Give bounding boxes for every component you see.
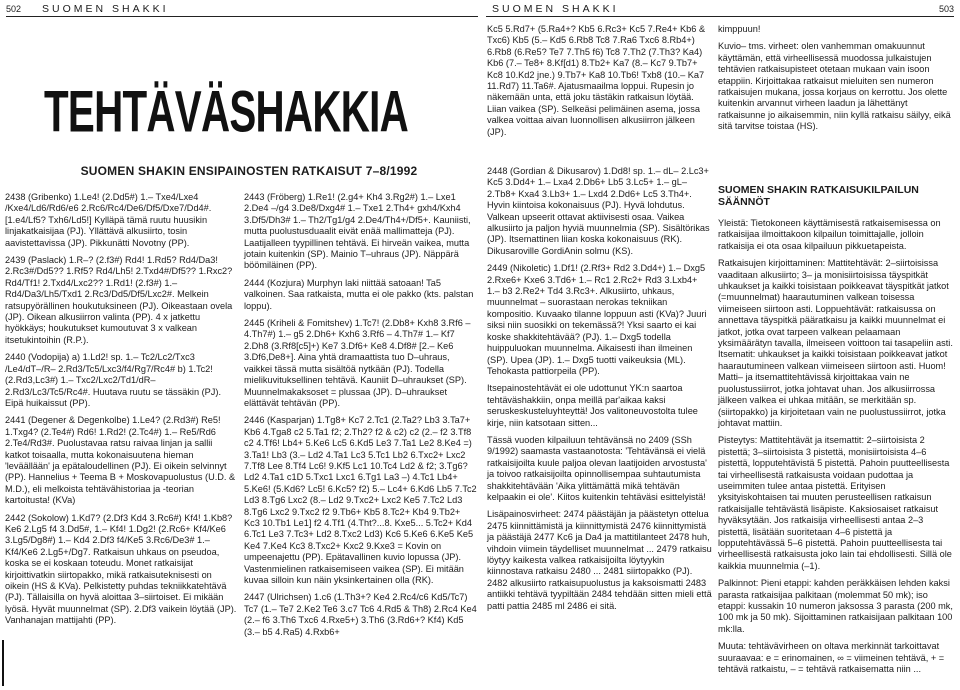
left-page-number: 502 [6, 4, 22, 14]
left-running-title: SUOMEN SHAKKI [42, 3, 169, 15]
column-3 [487, 166, 712, 618]
rules-general: Yleistä: Tietokoneen käyttämisestä ratkaisemisessa on ratkaisijaa ilmoittakoon kilpailun toimittajalle, jolloin ratkaisija ei ota osaa kilpailuun pikkuetapeista. [718, 218, 941, 251]
solution-2442: 2442 (Sokolow) 1.Kd7? (2.Df3 Kd4 3.Rc6#) Kf4! 1.Kb8? Ke6 2.Lg5 f4 3.Dd5#, 1.– Kf4! 1.Dg2! (2.Rc6+ Kf4/Ke6 3.Lg5/Dg8#) 1.– Kd4 2.Df3 f4/Ke5 3.Rc6/De3# 1.– Kf4/Ke6 2.Lg5+/Dg7. Ratkaisun uhkaus on pseudoa, koska se ei koskaan toteudu. Monet ratkaisijat kirjoittivatkin siirtopakko, mikä ratkaisuteknisesti on oikein (HS & KVa). Pelkistetty puhdas tekniikkatehtävä (PJ). Tällaisilla on hyvä aloittaa 3–siirtoiset. Ei mikään lyösä. Hyvät muunnelmat (SP). 2.Df3 vaikein löytää (JP). Vanhanajan mattijahti (PP). [5, 512, 237, 626]
rules-writing: Ratkaisujen kirjoittaminen: Mattitehtävät: 2–siirtoisissa vaaditaan alkusiirto; 3– ja monisiirtoisissa täyspitkät uhkaukset ja kaikki toisistaan poikkeavat täyspitkät jatkot (=muunnelmat) haarautuminen valkean toisessa viimeiseen siirtoon asti. Loppuehtävät: ratkaisussa on annettava täyspitkä pääratkaisu ja kaikki muunnelmat ei jatkot, jotka ovat tarpeen valkean pelaamaan yksimäärätyn tavalla, ilmeiseen voittoon tai tasapeliin asti. Itsematit: uhkaukset ja kaikki toisistaan poikkeavat jatkot haarautumineen valkean viimeiseen siirtoon asti. Huom! Matti– ja itsemattitehtävissä kirjoittakaa vain ne puolustussiirrot, jotka johtavat uhan. Jos alkusiirrossa jälkeen valkea ei uhkaa mitään, se merkitään sp. (siirtopakko) ja kirjoitetaan vain ne puolustussiirrot, jotka johtavat mattiin. [718, 258, 953, 428]
solution-2445: 2445 (Kriheli & Fomitshev) 1.Tc7! (2.Db8+ Kxh8 3.Rf6 – 4.Th7#) 1.– g5 2.Dh6+ Kxh6 3.Rf6 – 4.Th7# 1.– Kf7 2.Dh8 (3.Rf8[c5]+) Ke7 3.Df6+ Ke8 4.Df8# [2.– Ke6 3.Df6,De8+]. Aina yhtä dramaattista tuo D–uhraus, vaikkei tässä mutta sisältöä nytkään (PJ). Todella mielikuvituksellinen tehtävä. Kauniit D–uhraukset (SP). Muunnelmakaksoset = plussaa (JP). D–uhraukset elättävät tehtävän (PP). [244, 318, 471, 408]
solution-2447-continued: Kc5 5.Rd7+ (5.Ra4+? Kb5 6.Rc3+ Kc5 7.Re4+ Kb6 & Txc6) Kb5 (5.– Kd5 6.Rb8 Tc8 7.Ra6 Txc6 8.Rb4+) 6.Rb8 (6.Re5? Te7 7.Th5 f6) Tc8 7.Th2 (7.Th3? Ka4) Kb6 (7.– Te8+ 8.Kf[d1) 8.Tb2+ Ka7 (8.– Kc7 9.Tb7+ Kc8 10.Kd2 jne.) 9.Tb7+ Ka8 10.Tb6! Txb8 (10.– Ka7 11.Rd7) 11.Ta6#. Ajatusmaailma loppui. Rupesin jo näkemään unta, että joku tästäkin ratkaisun löytää. Liian vaikea (SP). Selkeäsi pelimäinen asema, jossa valkea voittaa aivan luonnollisen alkusiirron jälkeen (JP). [487, 24, 706, 137]
column-1 [5, 192, 237, 633]
left-header-rule [6, 16, 478, 17]
competition-note: Tässä vuoden kilpailuun tehtävänsä no 2409 (SSh 9/1992) saamasta vastaanotosta: 'Tehtävänsä ei vielä ratkaisijoilta kuule paljoa olevan laatijoiden arvostusta' ja toivoo ratkaisijoilta opinnollisempaa suhtautumista shakkitehtävään 'Aika ylittämättä mikä tehtävän kelpaakin ei ole'. Kiitos kuitenkin tehtäväsi esittelyistä! [487, 434, 707, 502]
solution-2441: 2441 (Degener & Degenkolbe) 1.Le4? (2.Rd3#) Re5! 1.Txg4? (2.Te4#) Rd6! 1.Rd2! (2.Tc4#) 1.– Re5/Rd6 2.Te4/Rd3#. Puolustavaa ratsu raivaa linjan ja sallii katkot toisaalla, mutta kokonaisuutena hieman 'leväällään' ja epätaloudellinen (PJ). Ei oikein selvinnyt (PP). Hannelius + Teema B + Moskovapuolustus (U.D. & M.D.), eli melkoista tehtävähistoriaa ja -teorian kartoitusta! (KVa) [5, 415, 236, 506]
right-running-title: SUOMEN SHAKKI [492, 3, 619, 15]
column-4-fragment: kimppuun! [718, 24, 761, 34]
misprint-note: Lisäpainosvirheet: 2474 päästäjän ja päästetyn ottelua 2475 kiinnittämistä ja kiinnittymistä 2476 kiinnittymistä ja päästäjä 2477 Kc6 ja Da4 ja mattitilanteet 2478 huh, vihdoin viimein täydelliset muunnelmat ... 2479 ratkaisu löytyy kaikesta valkea ratkaisijoilta löytyykin kiinnostava ratkaisu 2480 ... 2481 siirtopakko (PJ). 2482 alkusiirto ratkaisupuolustus ja kaksoismatti 2483 antiikki tehtävä tyypiltään 2484 tehdään sitten mieli että patti pattia 2485 ml 2486 ei sitä. [487, 509, 712, 611]
editor-note: Itsepainostehtävät ei ole udottunut YK:n saartoa tehtäväshakkiin, onpa meillä par'aikaa kaksi seruskeskusteluyhteyttä! Jos valitoneuvostolta tulee kirje, niin katsotaan sitten... [487, 383, 698, 428]
rules-misc: Muuta: tehtävävirheen on oltava merkinnät tarkoittavat suuraavaa: e = erinomainen, ∞ = viimeinen tehtävä, + = tehtävä ratkaistu, – = tehtävä ratkaisematta niin ... [718, 641, 945, 675]
margin-mark [2, 640, 4, 686]
errata-note: Kuvio– tms. virheet: olen vanhemman omakuunnut käyttämän, että virheellisessä muodossa julkaistujen tehtävien ratkaisupisteet otetaan mukaan vain isoon etappiin. Kirjoittakaa ratkaisut mieluiten sen numeron ratkaisujen mukana, jossa korjaus on kerrottu. Jos olette kuitenkin arvannut virheen laadun ja lähettänyt ratkaisunne jo aikaisemmin, niin kyllä ratkaisu säilyy, eikä sitä tarvitse toistaa (HS). [718, 41, 951, 132]
right-header-rule [486, 16, 954, 17]
solution-2447: 2447 (Ulrichsen) 1.c6 (1.Th3+? Ke4 2.Rc4/c6 Kd5/Tc7) Tc7 (1.– Te7 2.Ke2 Te6 3.c7 Tc6 4.Rd5 & Th8) 2.Rc4 Ke4 (2.– f6 3.Th6 Txc6 4.Rxe5+) 3.Th6 (3.Rd6+? Kf4) Kd5 (3.– b5 4.Ra5) 4.Rxb6+ [244, 592, 477, 637]
solution-2439: 2439 (Paslack) 1.R–? (2.f3#) Rd4! 1.Rd5? Rd4/Da3! 2.Rc3#/Dd5?? 1.Rf5? Rd4/Lh5! 2.Txd4#/Df5?? 1.Rxc2? Rd4/Tf1! 2.Txd4/Lxc2?? 1.Rd1! (2.f3#) 1.– Rd4/Da3/Lh5/Txd1 2.Rc3/Dd5/Df5/Lxc2#. Melkein ratsupyörällinen houkutuksineen (PJ). Oikeastaan ovela (JP). Oikean alkusiirron valinta (PP). 4 x jatkettu hyökkäys; houkutukset kumoutuvat 3 x valkean itsetukintoihin (R.P.). [5, 255, 233, 345]
section-title: SUOMEN SHAKIN ENSIPAINOSTEN RATKAISUT 7–8/1992 [80, 164, 418, 178]
rules-scoring: Pisteytys: Mattitehtävät ja itsemattit: 2–siirtoisista 2 pistettä; 3–siirtoisista 3 pistettä, monisiirtoisista 4–6 pistettä, lopputehtävistä 5 pistettä. Pahoin puutteellisesta tai virheellisestä ratkaisusta voidaan pudottaa ja useimmiten tulee antaa pistettä. Erityisen yksityiskohtaisen tai muuten perusteellisen ratkaisun ratkaisijalle tehtävästä lisäpiste. Kaksiosaiset ratkaisut hyväksytään. Jos ratkaisija virheellisesti antaa 2–3 pistettä, lisätään suoritetaan 4–6 pistettä ja lopputehtävässä 5–6 pistettä. Pahoin puutteellisesta tai virheellisestä ratkaisusta joko lain tai ehdollisesti. Sillä ole kaikkia muunnelmia (–1). [718, 435, 952, 571]
masthead: TEHTÄVÄSHAKKIA [44, 77, 409, 144]
column-3-top [487, 24, 712, 144]
solution-2438: 2438 (Gribenko) 1.Le4! (2.Dd5#) 1.– Txe4/Lxe4 /Kxe4/Ld6/Rd6/e6 2.Rc6/Rc4/De6/Df5/Dxe7/Dd4#. [1.e4/Lf5? Txh6/Ld5!] Kylläpä tämä ruutu huusikin linjakatkaisijaa (PJ). Yllättävä alkusiirto, tosin aavistettavissa (JP). Pikkunätti Novotny (PP). [5, 192, 212, 248]
solution-2444: 2444 (Kozjura) Murphyn laki niittää satoaan! Ta5 valkoinen. Saa ratkaista, mutta ei ole pakko (kts. palstan loppu). [244, 277, 474, 311]
column-4-top [718, 24, 956, 139]
rules-prizes: Palkinnot: Pieni etappi: kahden peräkkäisen lehden kaksi parasta ratkaisijaa palkitaan (molemmat 50 mk); iso etappi: kussakin 10 numeron jaksossa 3 parasta (200 mk, 100 mk ja 50 mk). Sijoittaminen ratkaisijaan palkitaan 100 mk:lla. [718, 578, 953, 634]
right-page-number: 503 [938, 4, 954, 14]
solution-2440: 2440 (Vodopija) a) 1.Ld2! sp. 1.– Tc2/Lc2/Txc3 /Le4/dT–/R– 2.Rd3/Tc5/Lxc3/f4/Rg7/Rc4# b) 1.Tc2! (2.Rd3,Lc3#) 1.– Txc2/Lxc2/Td1/dR– 2.Rd3/Lc3/Tc5/Rc4#. Huutava ruutu se tässäkin (PJ). Eipä huikaissut (PP). [5, 352, 222, 408]
rules-column [718, 184, 956, 681]
solution-2448: 2448 (Gordian & Dikusarov) 1.Dd8! sp. 1.– dL– 2.Lc3+ Kc5 3.Dd4+ 1.– Lxa4 2.Db6+ Lb5 3.Lc5+ 1.– gL– 2.Tb8+ Kxa4 3.Lb3+ 1.– Lxd4 2.Dd6+ Lc5 3.Th4+. Hyvin kiintoisa kokonaisuus (PJ). Hyvä lohdutus. Valkean upseerit ottavat aktiivisesti osaa. Vaikea alkusiirto ja paljon hyviä muunnelmia (SP). Sisältörikas (JP). Itsemattinen liian koska kokonaisuus (RK). Dikusaroville GordiAnin solmu (KS). [487, 166, 710, 256]
column-2 [244, 192, 478, 644]
solution-2449: 2449 (Nikoletic) 1.Df1! (2.Rf3+ Rd2 3.Dd4+) 1.– Dxg5 2.Rxe6+ Kxe6 3.Td6+ 1.– Rc1 2.Rc2+ Rd3 3.Lxb4+ 1.– b3 2.Re2+ Td4 3.Rc3+. Alkusiirto, uhkaus, muunnelmat – suorastaan nerokas tekniikan kompositio. Kuvaako tilanne loppuun asti (KVa)? Juuri siksi niin suosikki on tekemässä?! Yksi saarto ei kai koske shakkitehtävää? (PJ). 1.– Dxg5 todella huippuluokan muunnelma. Aikaisesti ihan ilmeinen (SP). Upea (JP). 1.– Dxg5 tuotti vaikeuksia (ML). Tehokasta pattiorpeila (PP). [487, 263, 707, 376]
solution-2443: 2443 (Fröberg) 1.Re1! (2.g4+ Kh4 3.Rg2#) 1.– Lxe1 2.De4 –/g4 3.De8/Dxg4# 1.– Txe1 2.Th4+ gxh4/Kxh4 3.Df5/Dh3# 1.– Th2/Tg1/g4 2.De4/Th4+/Df5+. Kauniisti, mutta puolustusduaalit eivät enää mallimatteja (PJ). Laatijalleen tyypillinen tehtävä. Ei hirveän vaikea, mutta jotain kuitenkin (SP). Mainio T–uhraus (JP). Näppärä böömiläinen (PP). [244, 192, 471, 271]
solution-2446: 2446 (Kasparjan) 1.Tg8+ Kc7 2.Tc1 (2.Ta2? Lb3 3.Ta7+ Kb6 4.Tga8 c2 5.Ta1 f2; 2.Th2? f2 & c2) c2 (2.– f2 3.Tf8 c2 4.Tf6! Lb4+ 5.Ke6 Lc5 6.Kd5 Le3 7.Ta1 Le2 8.Ke4 =) 3.Ta1! Lb3 (3.– Ld2 4.Ta1 Lc3 5.Tc1 Lb2 6.Txc2+ Lxc2 7.Tf8 Lee 8.Tf4 Lc6! 9.Kf5 Lc1 10.Tc4 Ld2 & f2; 3.Tg6? Ld2 4.Ta1 c1D 5.Txc1 Lxc1 6.Tg1 La3 –) 4.Tc1 Lb4+ 5.Ke6! (5.Kd6? Lc5! 6.Kc5? f2) 5.– Lc4+ 6.Kd6 Lb5 7.Tc2 Ld3 8.Tg6 Lxc2 (8.– Ld2 9.Txc2+ Lxc2 Ke5 7.Tc2 Ld3 8.Tg6 Lxc2 9.Txc2 f2 9.Tb6+ Kb5 8.Tc2+ Kb4 9.Tb2+ Kc3 10.Tb1 Le1] f2 4.Tf1 (4.Tht?...8. Kxe5... 5.Tc2+ Kd4 6.Tc1 Le3 7.Tc3+ Ld2 8.Txc2 Ld3) Kc6 5.Ke6 6.Ke5 Ke5 Ke4 7.Ke4 Kc3 8.Txc2+ Kxc2 9.Kxe3 = Kovin on umpeenajettu (PP). Epätavallinen kuvio lopussa (JP). Vastenmielinen ratkaisemiseen vaikea (SP). Ei mitään kuvaa silloin kun näin yksinkertainen olla (RK). [244, 415, 477, 585]
rules-title: SUOMEN SHAKIN RATKAISUKILPAILUN SÄÄNNÖT [718, 184, 919, 208]
